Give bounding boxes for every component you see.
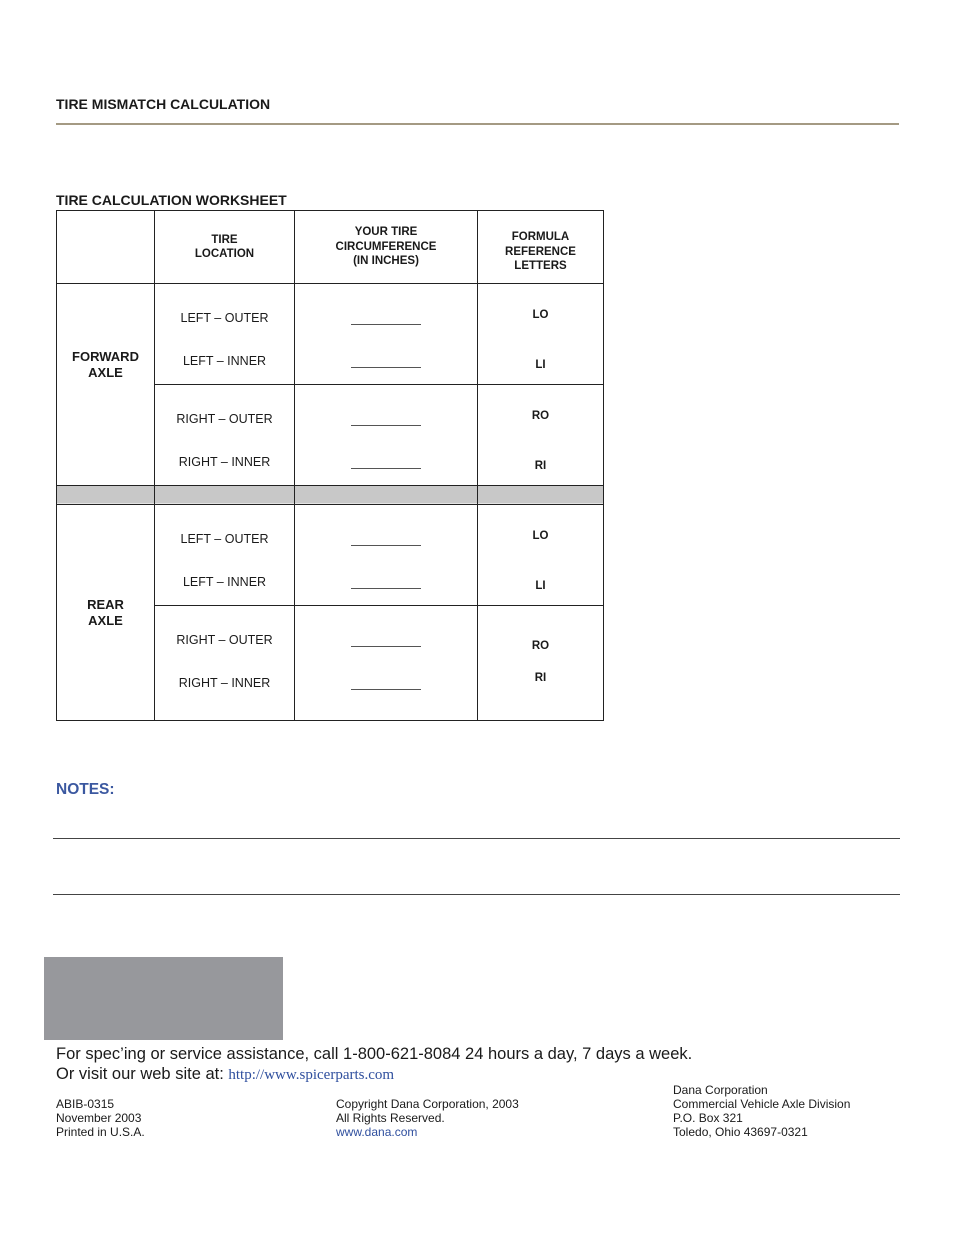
forward-left-outer-location: LEFT – OUTER — [180, 311, 269, 325]
assistance-line: For spec’ing or service assistance, call 1-800-621-8084 24 hours a day, 7 days a week. — [56, 1045, 693, 1063]
rights-reserved: All Rights Reserved. — [336, 1111, 445, 1125]
rear-left-inner-blank[interactable] — [351, 588, 421, 589]
assistance-block — [56, 1045, 692, 1085]
city-address: Toledo, Ohio 43697-0321 — [673, 1125, 808, 1139]
header-location: TIRE LOCATION — [194, 233, 255, 260]
notes-label: NOTES: — [56, 781, 115, 798]
page-title: TIRE MISMATCH CALCULATION — [56, 96, 271, 112]
rear-right-outer-location: RIGHT – OUTER — [176, 633, 273, 647]
forward-right-inner-ref: RI — [534, 460, 547, 472]
forward-left-inner-location: LEFT – INNER — [182, 354, 267, 368]
dana-link[interactable]: www.dana.com — [336, 1125, 418, 1139]
title-divider — [56, 123, 899, 125]
po-box: P.O. Box 321 — [673, 1111, 743, 1125]
forward-left-inner-blank[interactable] — [351, 367, 421, 368]
doc-number: ABIB-0315 — [56, 1097, 115, 1111]
axle-separator-band — [57, 486, 604, 504]
forward-left-outer-blank[interactable] — [351, 324, 421, 325]
forward-left-outer-ref: LO — [532, 309, 549, 321]
rear-right-inner-blank[interactable] — [351, 689, 421, 690]
website-prefix: Or visit our web site at: — [56, 1064, 229, 1083]
rear-left-outer-ref: LO — [532, 530, 549, 542]
rear-left-outer-blank[interactable] — [351, 545, 421, 546]
rear-axle-label: REAR AXLE — [87, 596, 124, 628]
footer-col-publication — [56, 1097, 145, 1139]
forward-right-inner-blank[interactable] — [351, 468, 421, 469]
rear-right-inner-ref: RI — [534, 672, 547, 684]
notes-line-2[interactable] — [53, 894, 900, 895]
forward-left-inner-ref: LI — [535, 359, 546, 371]
gray-panel — [44, 957, 283, 1040]
spicerparts-link[interactable]: http://www.spicerparts.com — [228, 1066, 395, 1083]
header-reference: FORMULA REFERENCE LETTERS — [505, 231, 576, 273]
forward-right-outer-ref: RO — [531, 410, 550, 422]
copyright: Copyright Dana Corporation, 2003 — [336, 1097, 519, 1111]
rear-left-inner-ref: LI — [535, 580, 546, 592]
website-line — [56, 1065, 692, 1086]
forward-right-outer-blank[interactable] — [351, 425, 421, 426]
notes-line-1[interactable] — [53, 838, 900, 839]
rear-right-outer-blank[interactable] — [351, 646, 421, 647]
worksheet-table — [56, 210, 604, 721]
footer-col-address — [673, 1083, 850, 1139]
forward-right-outer-location: RIGHT – OUTER — [176, 412, 273, 426]
doc-date: November 2003 — [56, 1111, 142, 1125]
rear-right-outer-ref: RO — [531, 640, 550, 652]
printed-in: Printed in U.S.A. — [56, 1125, 145, 1139]
footer-col-copyright — [336, 1097, 519, 1139]
company-name: Dana Corporation — [673, 1083, 768, 1097]
worksheet-title: TIRE CALCULATION WORKSHEET — [56, 192, 287, 208]
rear-right-inner-location: RIGHT – INNER — [178, 676, 271, 690]
rear-left-outer-location: LEFT – OUTER — [180, 532, 269, 546]
header-circumference: YOUR TIRE CIRCUMFERENCE (IN INCHES) — [335, 226, 437, 267]
forward-right-inner-location: RIGHT – INNER — [178, 455, 271, 469]
division-name: Commercial Vehicle Axle Division — [673, 1097, 851, 1111]
forward-axle-label: FORWARD AXLE — [72, 348, 139, 380]
rear-left-inner-location: LEFT – INNER — [182, 575, 267, 589]
